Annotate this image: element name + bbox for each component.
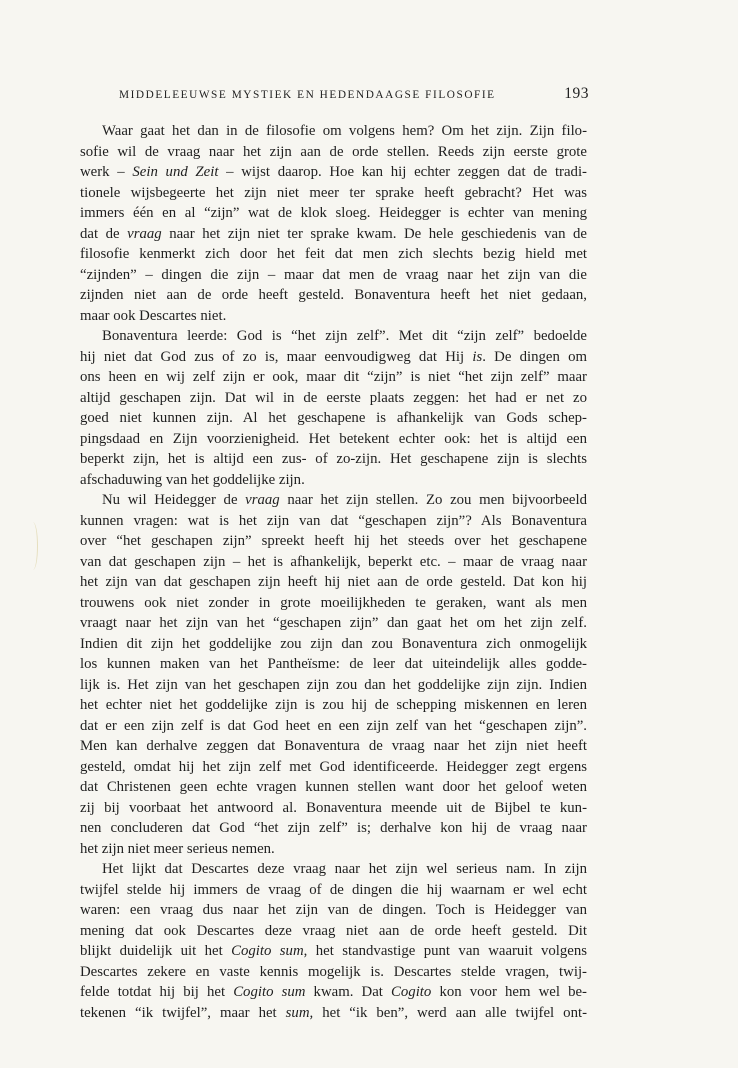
text-line: los kunnen maken van het Pantheïsme: de leer dat uiteindelijk alles godde- — [80, 656, 587, 672]
text-line: sofie wil de vraag naar het zijn aan de orde stellen. Reeds zijn eerste grote — [80, 143, 587, 160]
text-line: dat Christenen geen echte vragen kunnen stellen want door het geloof weten — [80, 779, 587, 795]
text-line: immers één en al “zijn” wat de klok sloeg. Heidegger is echter van mening — [80, 205, 587, 221]
text-line: dat de vraag naar het zijn niet ter sprake kwam. De hele geschiedenis van de — [80, 225, 587, 242]
text-line: Nu wil Heidegger de vraag naar het zijn stellen. Zo zou men bijvoorbeeld — [102, 492, 587, 508]
text-line: beperkt zijn, het is altijd een zus- of zo-zijn. Het geschapene zijn is slechts — [80, 451, 587, 467]
text-line: zijnden niet aan de orde heeft gesteld. Bonaventura heeft het niet gedaan, — [80, 287, 587, 303]
text-line: waren: een vraag dus naar het zijn van de dingen. Toch is Heidegger van — [80, 902, 587, 918]
text-line: blijkt duidelijk uit het Cogito sum, het standvastige punt van waaruit volgens — [80, 943, 587, 959]
margin-pencil-mark — [28, 522, 38, 570]
text-line: werk – Sein und Zeit – wijst daarop. Hoe kan hij echter zeggen dat de tradi- — [80, 164, 587, 180]
text-line: kunnen vragen: wat is het zijn van dat “geschapen zijn”? Als Bonaventura — [80, 512, 587, 529]
text-line: Indien dit zijn het goddelijke zou zijn dan zou Bonaventura zich onmogelijk — [80, 635, 587, 652]
text-line: tekenen “ik twijfel”, maar het sum, het “ik ben”, werd aan alle twijfel ont- — [80, 1004, 587, 1021]
text-line: van dat geschapen zijn – het is afhankelijk, beperkt etc. – maar de vraag naar — [80, 553, 587, 570]
text-line: Het lijkt dat Descartes deze vraag naar het zijn wel serieus nam. In zijn — [102, 861, 587, 877]
text-line: Men kan derhalve zeggen dat Bonaventura de vraag naar het zijn niet heeft — [80, 738, 587, 754]
page-number: 193 — [564, 85, 589, 102]
running-title: MIDDELEEUWSE MYSTIEK EN HEDENDAAGSE FILOSOFIE — [119, 89, 496, 101]
text-line: tionele wijsbegeerte het zijn niet meer ter sprake heeft gebracht? Het was — [80, 184, 587, 201]
text-line: zij bij voorbaat het antwoord al. Bonaventura meende uit de Bijbel te kun- — [80, 799, 587, 816]
text-line: het zijn van dat geschapen zijn heeft hij niet aan de orde gesteld. Dat kon hij — [80, 574, 587, 590]
text-line: twijfel stelde hij immers de vraag of de dingen die hij waarnam er wel echt — [80, 881, 587, 898]
text-line: dat er een zijn zelf is dat God heet en een zijn zelf van het “geschapen zijn”. — [80, 717, 587, 734]
text-line: pingsdaad en Zijn voorzienigheid. Het betekent echter ook: het is altijd een — [80, 430, 587, 447]
text-line: goed niet kunnen zijn. Al het geschapene is afhankelijk van Gods schep- — [80, 410, 587, 426]
text-line: filosofie kenmerkt zich door het feit dat men zich slechts bezig hield met — [80, 246, 587, 262]
text-line: “zijnden” – dingen die zijn – maar dat men de vraag naar het zijn van die — [80, 266, 587, 283]
text-line: het echter niet het goddelijke zijn is zou hij de schepping miskennen en leren — [80, 697, 587, 713]
text-line: lijk is. Het zijn van het geschapen zijn zou dan het goddelijke zijn zijn. Indien — [80, 676, 587, 693]
text-line: maar ook Descartes niet. — [80, 307, 227, 324]
text-line: vraagt naar het zijn van het “geschapen zijn” dan gaat het om het zijn zelf. — [80, 615, 587, 631]
text-line: Bonaventura leerde: God is “het zijn zelf”. Met dit “zijn zelf” bedoelde — [102, 328, 587, 344]
text-line: gesteld, omdat hij het zijn zelf met God identificeerde. Heidegger zegt ergens — [80, 758, 587, 775]
text-line: felde totdat hij bij het Cogito sum kwam. Dat Cogito kon voor hem wel be- — [80, 984, 587, 1000]
body-text — [80, 121, 587, 1023]
text-line: Descartes zekere en vaste kennis mogelijk is. Descartes stelde vragen, twij- — [80, 963, 587, 980]
text-line: altijd geschapen zijn. Dat wil in de eerste plaats zeggen: het had er net zo — [80, 389, 587, 406]
text-line: trouwens ook niet zonder in grote moeilijkheden te geraken, want als men — [80, 594, 587, 611]
text-line: ons heen en wij zelf zijn er ook, maar dit “zijn” is niet “het zijn zelf” maar — [80, 369, 587, 385]
text-line: afschaduwing van het goddelijke zijn. — [80, 471, 305, 488]
text-line: het zijn niet meer serieus nemen. — [80, 840, 275, 857]
text-line: hij niet dat God zus of zo is, maar eenvoudigweg dat Hij is. De dingen om — [80, 348, 587, 365]
text-line: over “het geschapen zijn” spreekt heeft hij het steeds over het geschapene — [80, 533, 587, 549]
text-line: mening dat ook Descartes deze vraag niet aan de orde heeft gesteld. Dit — [80, 922, 587, 939]
text-line: nen concluderen dat God “het zijn zelf” is; derhalve kon hij de vraag naar — [80, 820, 587, 836]
running-header — [119, 85, 589, 103]
text-line: Waar gaat het dan in de filosofie om volgens hem? Om het zijn. Zijn filo- — [102, 123, 587, 139]
